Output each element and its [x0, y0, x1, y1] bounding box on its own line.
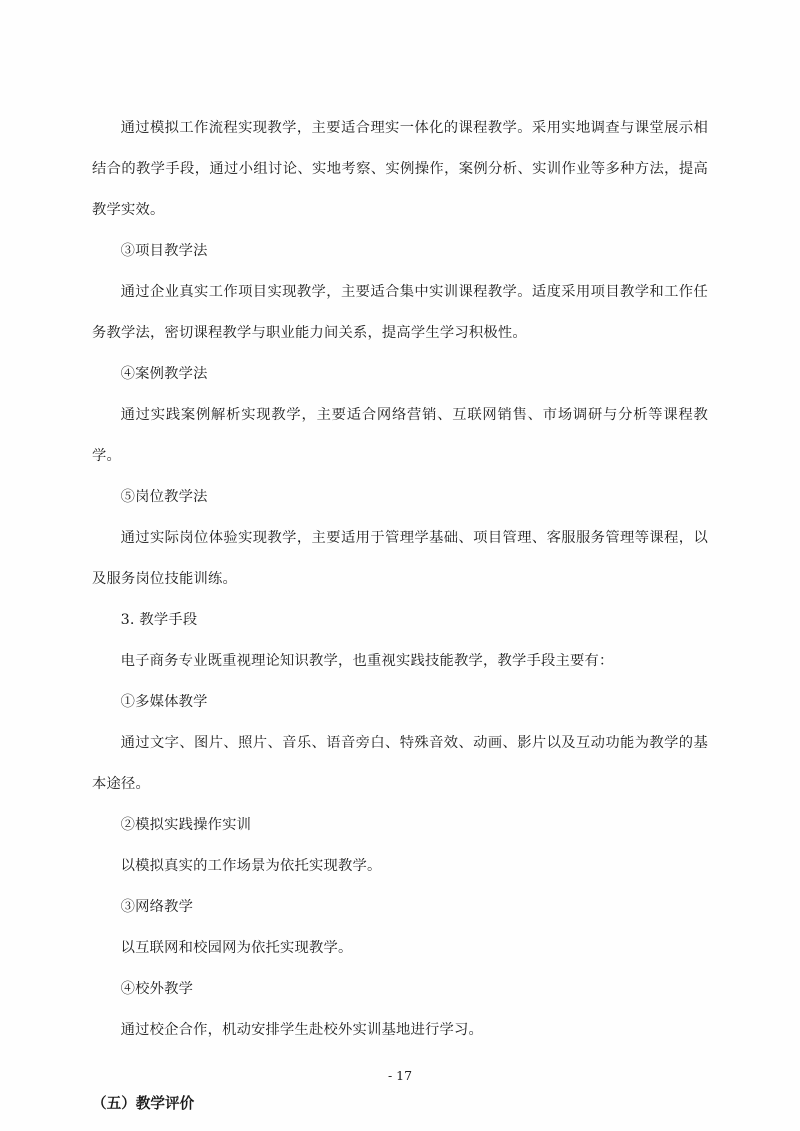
page-number: - 17	[387, 1068, 413, 1083]
page-body	[92, 108, 708, 1124]
paragraph: 通过实践案例解析实现教学，主要适合网络营销、互联网销售、市场调研与分析等课程教学。	[92, 407, 708, 464]
paragraph: 通过模拟工作流程实现教学，主要适合理实一体化的课程教学。采用实地调查与课堂展示相结合的教学手段，通过小组讨论、实地考察、实例操作，案例分析、实训作业等多种方法，提高教学实效。	[92, 120, 708, 218]
paragraph: 电子商务专业既重视理论知识教学，也重视实践技能教学，教学手段主要有：	[120, 653, 614, 669]
paragraph: ③网络教学	[120, 899, 194, 915]
paragraph: 通过企业真实工作项目实现教学，主要适合集中实训课程教学。适度采用项目教学和工作任务教学法，密切课程教学与职业能力间关系，提高学生学习积极性。	[92, 284, 708, 341]
paragraph: ⑤岗位教学法	[120, 489, 208, 505]
paragraph: 以互联网和校园网为依托实现教学。	[120, 940, 353, 956]
paragraph: ③项目教学法	[120, 243, 208, 259]
paragraph: 通过实际岗位体验实现教学，主要适用于管理学基础、项目管理、客服服务管理等课程，以及服务岗位技能训练。	[92, 530, 708, 587]
paragraph: ②模拟实践操作实训	[120, 817, 252, 833]
paragraph: 通过校企合作，机动安排学生赴校外实训基地进行学习。	[120, 1022, 484, 1038]
paragraph: 以模拟真实的工作场景为依托实现教学。	[120, 858, 382, 874]
paragraph: ④案例教学法	[120, 366, 208, 382]
section-heading: （五）教学评价	[92, 1095, 195, 1112]
paragraph: ④校外教学	[120, 981, 194, 997]
paragraph: ①多媒体教学	[120, 694, 208, 710]
paragraph: 3. 教学手段	[120, 612, 198, 628]
paragraph: 通过文字、图片、照片、音乐、语音旁白、特殊音效、动画、影片以及互动功能为教学的基本途径。	[92, 735, 708, 792]
